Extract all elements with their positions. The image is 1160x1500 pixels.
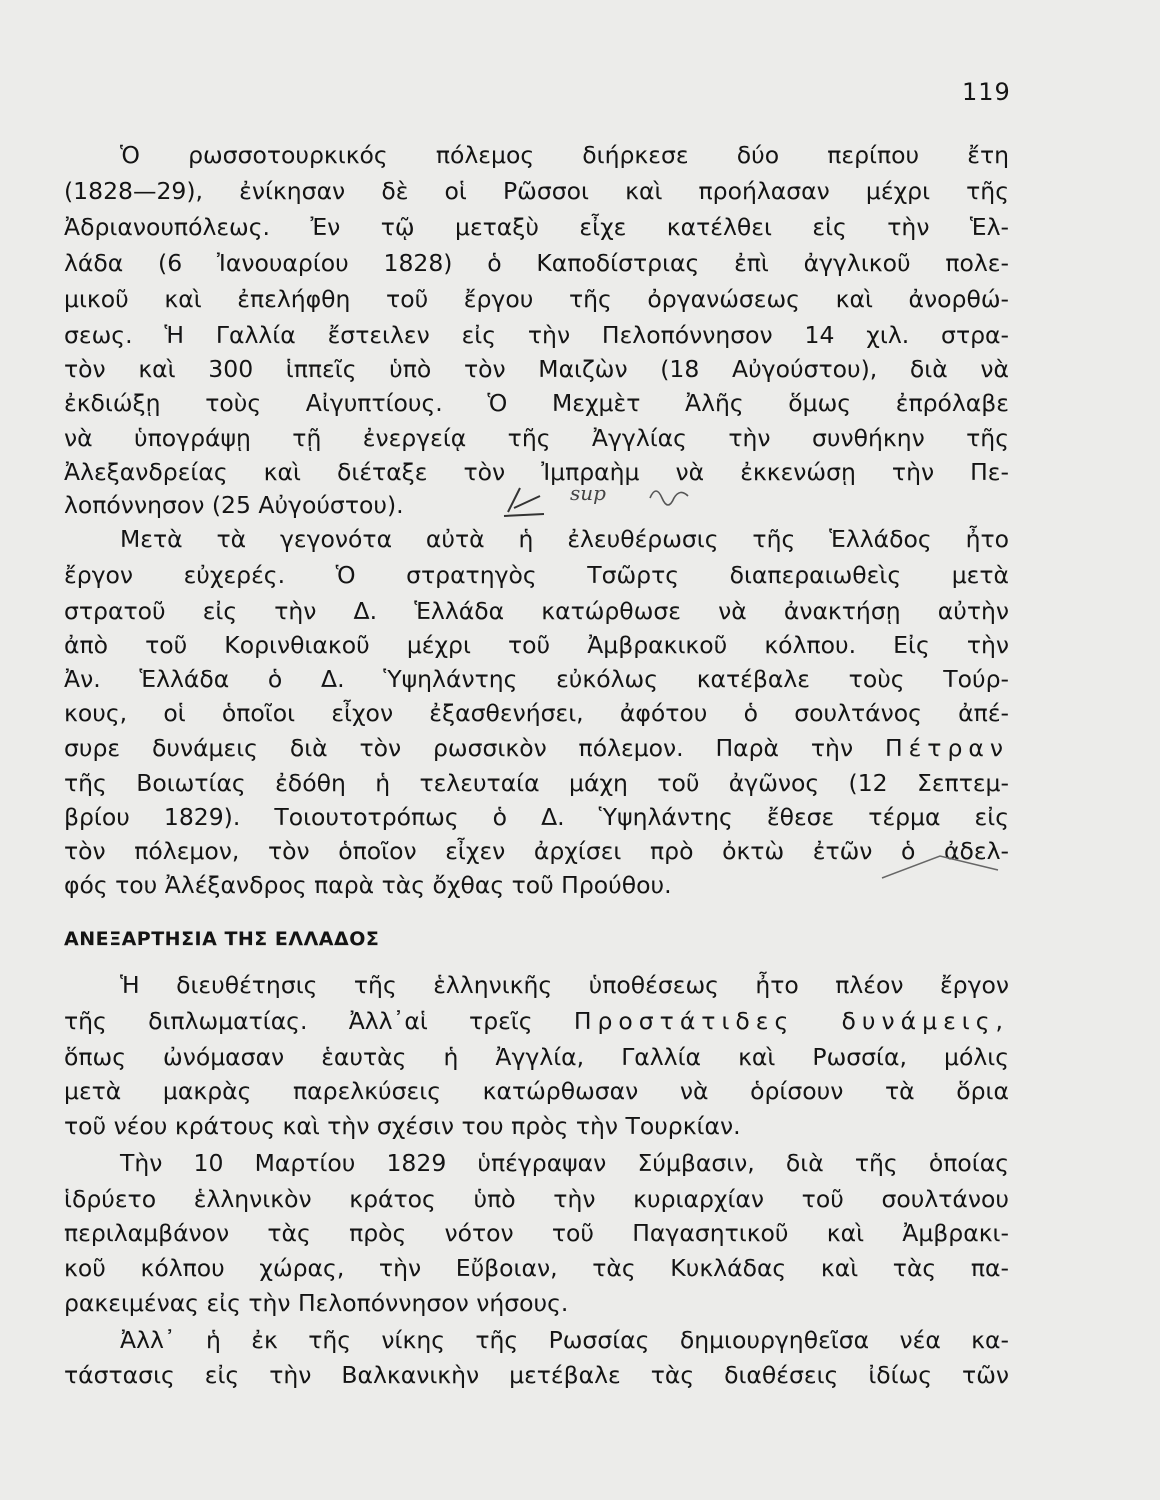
text-line: κους, οἱ ὁποῖοι εἶχον ἐξασθενήσει, ἀφότου ὁ σουλτάνος ἀπέ- <box>64 699 1009 727</box>
text-line: λοπόννησον (25 Αὐγούστου). <box>64 491 404 519</box>
text-line: τὸν καὶ 300 ἱππεῖς ὑπὸ τὸν Μαιζὼν (18 Αὐγούστου), διὰ νὰ <box>64 355 1009 383</box>
text-line: ἀπὸ τοῦ Κορινθιακοῦ μέχρι τοῦ Ἀμβρακικοῦ κόλπου. Εἰς τὴν <box>64 631 1009 659</box>
spaced-text: Πέτραν <box>884 734 1009 762</box>
text-line: Ἀλλ᾽ ἡ ἐκ τῆς νίκης τῆς Ρωσσίας δημιουργηθεῖσα νέα κα- <box>120 1326 1009 1354</box>
text-line: λάδα (6 Ἰανουαρίου 1828) ὁ Καποδίστριας ἐπὶ ἀγγλικοῦ πολε- <box>64 249 1009 277</box>
text-line: σεως. Ἡ Γαλλία ἔστειλεν εἰς τὴν Πελοπόννησον 14 χιλ. στρα- <box>64 321 1009 349</box>
text-line: περιλαμβάνον τὰς πρὸς νότον τοῦ Παγασητικοῦ καὶ Ἀμβρακι- <box>64 1219 1009 1247</box>
page-number: 119 <box>962 78 1011 106</box>
text-line: Ἀλεξανδρείας καὶ διέταξε τὸν Ἰμπραὴμ νὰ ἐκκενώσῃ τὴν Πε- <box>64 458 1009 486</box>
text-line: μετὰ μακρὰς παρελκύσεις κατώρθωσαν νὰ ὁρίσουν τὰ ὅρια <box>64 1077 1009 1105</box>
text-line <box>64 1004 1009 1038</box>
text-line: ἱδρύετο ἑλληνικὸν κράτος ὑπὸ τὴν κυριαρχίαν τοῦ σουλτάνου <box>64 1185 1009 1213</box>
text-line: κοῦ κόλπου χώρας, τὴν Εὔβοιαν, τὰς Κυκλάδας καὶ τὰς πα- <box>64 1254 1009 1282</box>
section-heading: ΑΝΕΞΑΡΤΗΣΙΑ ΤΗΣ ΕΛΛΑΔΟΣ <box>64 928 380 950</box>
text-line: ὅπως ὠνόμασαν ἑαυτὰς ἡ Ἀγγλία, Γαλλία καὶ Ρωσσία, μόλις <box>64 1043 1009 1071</box>
spaced-text: Προστάτιδες δυνάμεις, <box>573 1007 1009 1035</box>
text-line: φός του Ἀλέξανδρος παρὰ τὰς ὄχθας τοῦ Προύθου. <box>64 871 672 899</box>
text-line: μικοῦ καὶ ἐπελήφθη τοῦ ἔργου τῆς ὀργανώσεως καὶ ἀνορθώ- <box>64 285 1009 313</box>
text-line: Μετὰ τὰ γεγονότα αὐτὰ ἡ ἐλευθέρωσις τῆς Ἑλλάδος ἦτο <box>120 525 1009 553</box>
text-segment: τῆς διπλωματίας. Ἀλλ᾽αἱ τρεῖς <box>64 1007 574 1035</box>
text-line: ρακειμένας εἰς τὴν Πελοπόννησον νήσους. <box>64 1289 569 1317</box>
text-line: τῆς Βοιωτίας ἐδόθη ἡ τελευταία μάχη τοῦ ἀγῶνος (12 Σεπτεμ- <box>64 769 1009 797</box>
margin-pencil-mark <box>880 848 1000 888</box>
text-line: Ἡ διευθέτησις τῆς ἑλληνικῆς ὑποθέσεως ἦτο πλέον ἔργον <box>120 971 1009 999</box>
text-line: νὰ ὑπογράψῃ τῇ ἐνεργείᾳ τῆς Ἀγγλίας τὴν συνθήκην τῆς <box>64 424 1009 452</box>
text-line: Ὁ ρωσσοτουρκικός πόλεμος διήρκεσε δύο περίπου ἔτη <box>120 141 1009 169</box>
text-line: ἐκδιώξῃ τοὺς Αἰγυπτίους. Ὁ Μεχμὲτ Ἀλῆς ὅμως ἐπρόλαβε <box>64 389 1009 417</box>
text-line: Τὴν 10 Μαρτίου 1829 ὑπέγραψαν Σύμβασιν, διὰ τῆς ὁποίας <box>120 1149 1009 1177</box>
text-line: στρατοῦ εἰς τὴν Δ. Ἑλλάδα κατώρθωσε νὰ ἀνακτήσῃ αὐτὴν <box>64 597 1009 625</box>
text-segment: συρε δυνάμεις διὰ τὸν ρωσσικὸν πόλεμον. Παρὰ τὴν <box>64 734 885 762</box>
text-line: τάστασις εἰς τὴν Βαλκανικὴν μετέβαλε τὰς διαθέσεις ἰδίως τῶν <box>64 1361 1009 1389</box>
text-line: Ἀδριανουπόλεως. Ἐν τῷ μεταξὺ εἶχε κατέλθει εἰς τὴν Ἑλ- <box>64 213 1009 241</box>
text-line: ἔργον εὐχερές. Ὁ στρατηγὸς Τσῶρτς διαπεραιωθεὶς μετὰ <box>64 561 1009 589</box>
text-line: βρίου 1829). Τοιουτοτρόπως ὁ Δ. Ὑψηλάντης ἔθεσε τέρμα εἰς <box>64 803 1009 831</box>
text-line <box>64 731 1009 765</box>
text-line: τὸν πόλεμον, τὸν ὁποῖον εἶχεν ἀρχίσει πρὸ ὀκτὼ ἐτῶν ὁ ἀδελ- <box>64 837 1009 865</box>
annotation-text: sup <box>570 481 606 505</box>
text-line: τοῦ νέου κράτους καὶ τὴν σχέσιν του πρὸς τὴν Τουρκίαν. <box>64 1112 741 1140</box>
text-line: (1828—29), ἐνίκησαν δὲ οἱ Ρῶσσοι καὶ προήλασαν μέχρι τῆς <box>64 177 1009 205</box>
handwritten-annotation <box>500 468 740 528</box>
text-line: Ἀν. Ἑλλάδα ὁ Δ. Ὑψηλάντης εὐκόλως κατέβαλε τοὺς Τούρ- <box>64 665 1009 693</box>
